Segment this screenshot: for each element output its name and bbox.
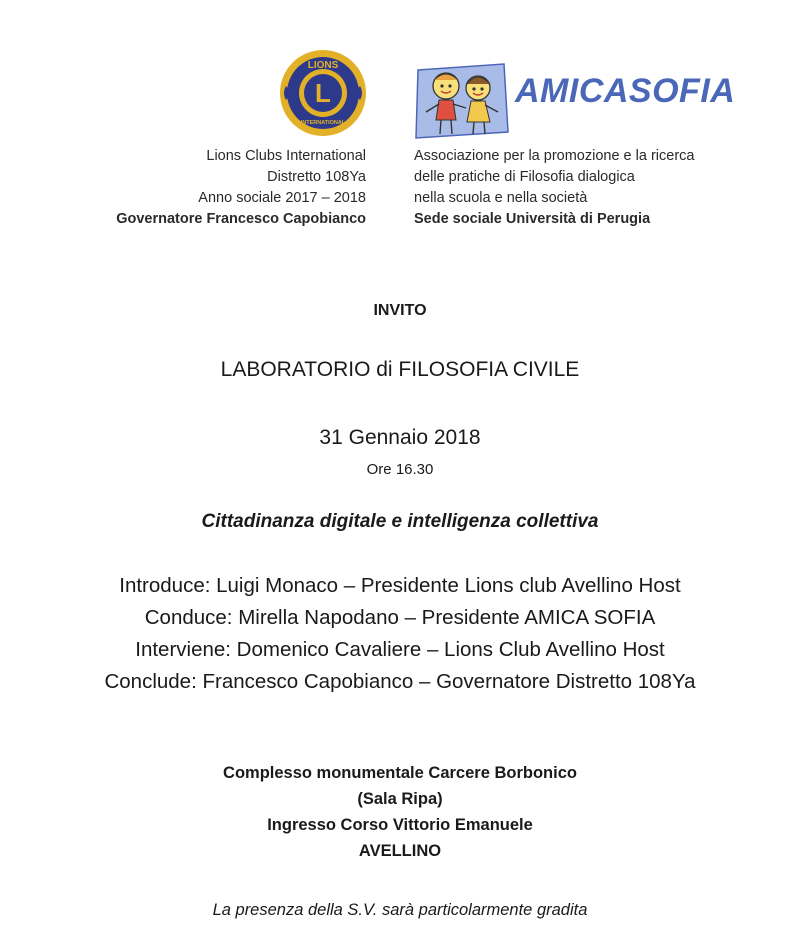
speaker-line: Introduce: Luigi Monaco – Presidente Lions club Avellino Host (119, 574, 681, 597)
amica-line: Associazione per la promozione e la ricerca (414, 148, 695, 164)
event-title: LABORATORIO di FILOSOFIA CIVILE (220, 358, 580, 381)
venue-block (0, 760, 800, 864)
event-time: Ore 16.30 (366, 461, 434, 478)
children-drawing-icon (412, 60, 510, 140)
invitation-heading: INVITO (373, 302, 427, 319)
amica-sofia-logo-text: AMICASOFIA (515, 72, 736, 110)
event-date: 31 Gennaio 2018 (319, 426, 481, 449)
lions-logo-letter: L (315, 78, 331, 108)
lions-governor-line: Governatore Francesco Capobianco (116, 211, 366, 227)
amica-sofia-info (414, 146, 694, 230)
venue-line: Ingresso Corso Vittorio Emanuele (267, 816, 533, 834)
lions-logo-bottom-text: INTERNATIONAL (300, 120, 346, 126)
lions-club-info (116, 146, 366, 230)
closing-note: La presenza della S.V. sarà particolarmente gradita (212, 901, 588, 919)
lions-international-emblem-icon (278, 48, 368, 138)
amica-seat-line: Sede sociale Università di Perugia (414, 211, 651, 227)
lions-line: Distretto 108Ya (267, 169, 366, 185)
event-theme: Cittadinanza digitale e intelligenza collettiva (201, 511, 599, 532)
amica-line: nella scuola e nella società (414, 190, 588, 206)
speaker-line: Interviene: Domenico Cavaliere – Lions Club Avellino Host (135, 638, 665, 661)
lions-logo-top-text: LIONS (307, 60, 339, 71)
speaker-line: Conduce: Mirella Napodano – Presidente AMICA SOFIA (144, 606, 656, 629)
speaker-line: Conclude: Francesco Capobianco – Governatore Distretto 108Ya (104, 670, 696, 693)
venue-line: (Sala Ripa) (357, 790, 443, 808)
amica-line: delle pratiche di Filosofia dialogica (414, 169, 635, 185)
lions-line: Anno sociale 2017 – 2018 (198, 190, 366, 206)
lions-line: Lions Clubs International (206, 148, 366, 164)
venue-line: Complesso monumentale Carcere Borbonico (223, 764, 577, 782)
venue-city: AVELLINO (358, 842, 442, 860)
speakers-list (0, 570, 800, 698)
